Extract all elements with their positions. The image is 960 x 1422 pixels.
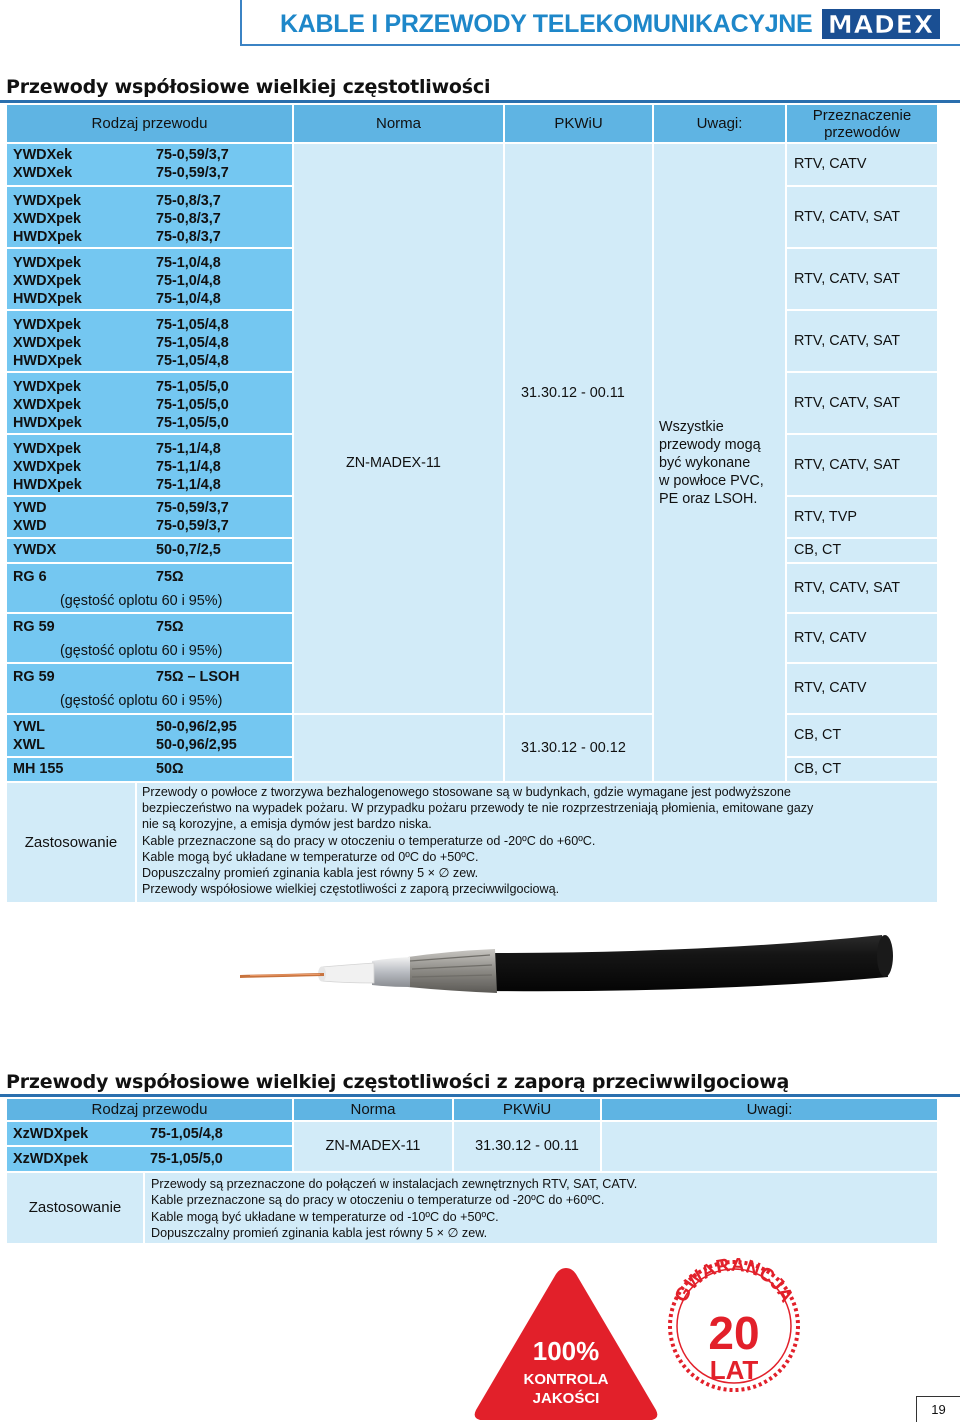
purpose-cell: RTV, CATV, SAT xyxy=(786,563,938,613)
table-row xyxy=(6,143,293,186)
purpose-cell: RTV, CATV, SAT xyxy=(786,248,938,310)
table-row xyxy=(6,757,293,782)
cable-code: 75-1,05/4,8 xyxy=(150,1126,223,1142)
logo-text: MADEX xyxy=(827,10,935,39)
cable-name: XzWDXpek xyxy=(13,1126,89,1142)
coax-cable-photo xyxy=(240,905,960,1017)
table-row xyxy=(6,563,293,613)
notes-text: Wszystkie przewody mogą być wykonane w powłoce PVC, PE oraz LSOH. xyxy=(659,419,764,507)
cable-codes: 50-0,7/2,5 xyxy=(156,542,221,558)
cable-codes: 75Ω – LSOH xyxy=(156,669,240,685)
cable-names: YWDX xyxy=(13,542,57,558)
col-header-norm: Norma xyxy=(293,1098,453,1121)
norm-value: ZN-MADEX-11 xyxy=(346,455,441,471)
purpose-cell: RTV, CATV, SAT xyxy=(786,434,938,496)
cable-codes: 75-1,05/4,8 75-1,05/4,8 75-1,05/4,8 xyxy=(156,317,229,369)
cable-names: YWD XWD xyxy=(13,500,47,534)
purpose-cell: CB, CT xyxy=(786,757,938,782)
page-number: 19 xyxy=(916,1396,960,1422)
col-header-notes: Uwagi: xyxy=(601,1098,938,1121)
purpose-cell: RTV, CATV, SAT xyxy=(786,310,938,372)
table-row xyxy=(6,1146,293,1172)
cable-names: YWDXpek XWDXpek HWDXpek xyxy=(13,255,82,307)
table-row xyxy=(6,613,293,663)
col-header-purpose: Przeznaczenie przewodów xyxy=(786,104,938,143)
purpose-cell: RTV, CATV, SAT xyxy=(786,186,938,248)
col-header-type: Rodzaj przewodu xyxy=(6,1098,293,1121)
pkwiu-cell-a xyxy=(504,143,653,714)
col-header-pkwiu: PKWiU xyxy=(453,1098,601,1121)
cable-codes: 75-0,59/3,7 75-0,59/3,7 xyxy=(156,147,229,181)
notes-cell xyxy=(601,1121,938,1172)
braid-density-note: (gęstość oplotu 60 i 95%) xyxy=(60,693,223,709)
cable-names: YWL XWL xyxy=(13,719,45,753)
purpose-cell: CB, CT xyxy=(786,714,938,757)
quality-percent: 100% xyxy=(532,1336,600,1366)
col-header-pkwiu: PKWiU xyxy=(504,104,653,143)
purpose-cell: RTV, CATV xyxy=(786,143,938,186)
pkwiu-cell: 31.30.12 - 00.11 xyxy=(453,1121,601,1172)
table-row xyxy=(6,186,293,248)
cable-codes: 75-0,59/3,7 75-0,59/3,7 xyxy=(156,500,229,534)
table-row xyxy=(6,1121,293,1146)
cable-names: MH 155 xyxy=(13,761,64,777)
usage-label: Zastosowanie xyxy=(6,782,136,903)
quality-control-badge xyxy=(472,1262,660,1422)
norm-cell xyxy=(293,143,504,714)
col-header-type: Rodzaj przewodu xyxy=(6,104,293,143)
warranty-unit: LAT xyxy=(709,1355,759,1385)
cable-codes: 75-1,05/5,0 75-1,05/5,0 75-1,05/5,0 xyxy=(156,379,229,431)
purpose-cell: CB, CT xyxy=(786,538,938,563)
table-row xyxy=(6,714,293,757)
cable-code: 75-1,05/5,0 xyxy=(150,1151,223,1167)
table-row xyxy=(6,538,293,563)
cable-codes: 75-1,1/4,8 75-1,1/4,8 75-1,1/4,8 xyxy=(156,441,221,493)
cable-names: RG 59 xyxy=(13,619,55,635)
cable-names: YWDXpek XWDXpek HWDXpek xyxy=(13,379,82,431)
cable-names: YWDXpek XWDXpek HWDXpek xyxy=(13,441,82,493)
cable-codes: 75-0,8/3,7 75-0,8/3,7 75-0,8/3,7 xyxy=(156,193,221,245)
braid-density-note: (gęstość oplotu 60 i 95%) xyxy=(60,643,223,659)
warranty-badge xyxy=(665,1250,803,1410)
cable-codes: 50-0,96/2,95 50-0,96/2,95 xyxy=(156,719,237,753)
cable-codes: 75Ω xyxy=(156,619,184,635)
quality-line1: KONTROLA xyxy=(523,1371,609,1388)
pkwiu-value-a: 31.30.12 - 00.11 xyxy=(521,385,625,401)
pkwiu-cell-b xyxy=(504,714,653,782)
col-header-norm: Norma xyxy=(293,104,504,143)
pkwiu-value-b: 31.30.12 - 00.12 xyxy=(521,740,626,756)
usage-label: Zastosowanie xyxy=(6,1172,144,1244)
table-row xyxy=(6,663,293,714)
purpose-cell: RTV, CATV xyxy=(786,663,938,714)
table-row xyxy=(6,248,293,310)
braid-density-note: (gęstość oplotu 60 i 95%) xyxy=(60,593,223,609)
cable-codes: 75-1,0/4,8 75-1,0/4,8 75-1,0/4,8 xyxy=(156,255,221,307)
purpose-cell: RTV, CATV, SAT xyxy=(786,372,938,434)
usage-text: Przewody są przeznaczone do połączeń w instalacjach zewnętrznych RTV, SAT, CATV. Kable przeznaczone są do pracy w otoczeniu o temperaturze od -20ºC do +60ºC. Kable mogą być układane w temperaturze od -10ºC do +50ºC. Dopuszczalny promień zginania kabla jest równy 5 × ∅ zew. xyxy=(144,1172,938,1244)
warranty-number: 20 xyxy=(708,1307,760,1359)
cable-codes: 50Ω xyxy=(156,761,184,777)
table-row xyxy=(6,496,293,538)
notes-cell xyxy=(653,143,786,782)
quality-line2: JAKOŚCI xyxy=(532,1390,600,1407)
norm-cell: ZN-MADEX-11 xyxy=(293,1121,453,1172)
col-header-notes: Uwagi: xyxy=(653,104,786,143)
warranty-arc-text: GWARANCJA xyxy=(670,1254,798,1307)
table-row xyxy=(6,310,293,372)
usage-text: Przewody o powłoce z tworzywa bezhalogenowego stosowane są w budynkach, gdzie wymagane jest podwyższone bezpieczeństwo na wypadek pożaru. W przypadku pożaru przewody te nie rozprzestrzeniają płomienia, emitowane gazy nie są korozyjne, a emisja dymów jest bardzo niska. Kable przeznaczone są do pracy w otoczeniu o temperaturze od -20ºC do +60ºC. Kable mogą być układane w temperaturze od 0ºC do +50ºC. Dopuszczalny promień zginania kabla jest równy 5 × ∅ zew. Przewody współosiowe wielkiej częstotliwości z zaporą przeciwwilgociową. xyxy=(136,782,938,903)
section1-title: Przewody współosiowe wielkiej częstotliwości xyxy=(6,76,491,98)
table-row xyxy=(6,372,293,434)
cable-names: YWDXpek XWDXpek HWDXpek xyxy=(13,193,82,245)
cable-names: YWDXek XWDXek xyxy=(13,147,73,181)
madex-logo xyxy=(822,9,940,39)
cable-codes: 75Ω xyxy=(156,569,184,585)
page-header-title: KABLE I PRZEWODY TELEKOMUNIKACYJNE xyxy=(280,10,813,38)
cable-names: YWDXpek XWDXpek HWDXpek xyxy=(13,317,82,369)
page-header xyxy=(0,0,960,60)
table-row xyxy=(6,434,293,496)
cable-name: XzWDXpek xyxy=(13,1151,89,1167)
purpose-cell: RTV, TVP xyxy=(786,496,938,538)
cable-names: RG 59 xyxy=(13,669,55,685)
cable-names: RG 6 xyxy=(13,569,47,585)
section2-title: Przewody współosiowe wielkiej częstotliwości z zaporą przeciwwilgociową xyxy=(6,1071,790,1093)
purpose-cell: RTV, CATV xyxy=(786,613,938,663)
